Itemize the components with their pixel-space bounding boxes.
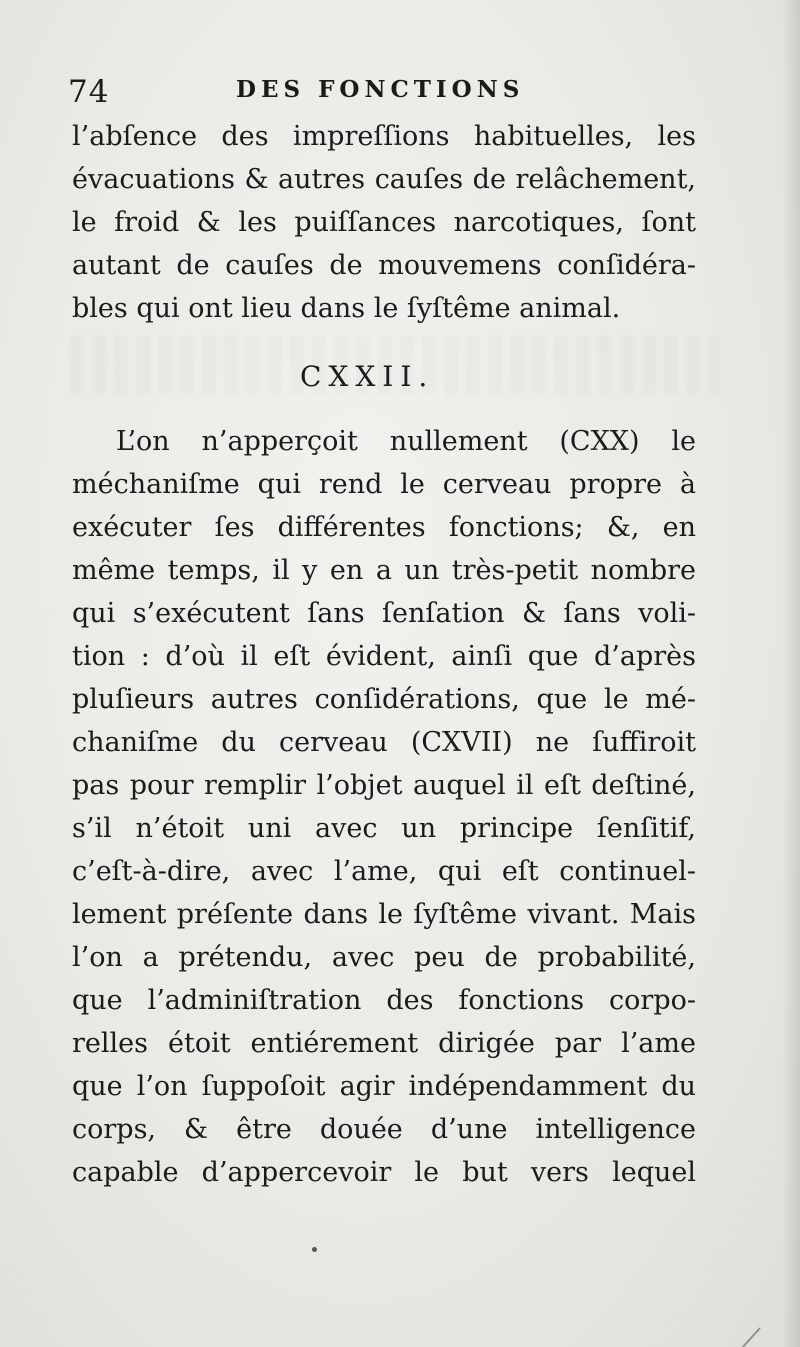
text-line: exécuter ſes différentes fonctions; &, en [72, 512, 696, 543]
text-line: pluſieurs autres conſidérations, que le mé- [72, 684, 696, 715]
section-paragraph [72, 420, 696, 1194]
text-line: même temps, il y en a un très-petit nombre [72, 555, 696, 586]
text-line: le froid & les puiſſances narcotiques, ſont [72, 207, 696, 238]
text-line: s’il n’étoit uni avec un principe ſenſitif, [72, 813, 696, 844]
text-line: évacuations & autres cauſes de relâchement, [72, 164, 696, 195]
text-line: chaniſme du cerveau (CXVII) ne ſuffiroit [72, 727, 696, 758]
text-line: corps, & être douée d’une intelligence [72, 1114, 696, 1145]
continued-paragraph [72, 115, 696, 330]
page-corner-crease [679, 1327, 761, 1347]
text-line: autant de cauſes de mouvemens conſidéra- [72, 250, 696, 281]
running-title: DES FONCTIONS [236, 76, 525, 103]
text-line: bles qui ont lieu dans le ſyſtême animal. [72, 293, 621, 324]
page-header [68, 72, 728, 112]
text-line: tion : d’où il eſt évident, ainſi que d’après [72, 641, 696, 672]
text-line: qui s’exécutent ſans ſenſation & ſans voli- [72, 598, 696, 629]
text-line: capable d’appercevoir le but vers lequel [72, 1157, 696, 1188]
text-line: méchaniſme qui rend le cerveau propre à [72, 469, 696, 500]
page-number: 74 [68, 74, 110, 110]
ink-speck [312, 1247, 317, 1252]
page-edge-shadow [782, 0, 800, 1347]
text-line: lement préſente dans le ſyſtême vivant. Mais [72, 899, 696, 930]
text-line: L’on n’apperçoit nullement (CXX) le [116, 426, 696, 457]
text-line: que l’on ſuppoſoit agir indépendamment du [72, 1071, 696, 1102]
text-line: pas pour remplir l’objet auquel il eſt deſtiné, [72, 770, 696, 801]
text-line: relles étoit entiérement dirigée par l’ame [72, 1028, 696, 1059]
text-line: l’abſence des impreſſions habituelles, les [72, 121, 696, 152]
section-heading: CXXII. [300, 360, 435, 393]
text-line: c’eſt-à-dire, avec l’ame, qui eſt continuel- [72, 856, 696, 887]
text-line: que l’adminiſtration des fonctions corpo- [72, 985, 696, 1016]
text-line: l’on a prétendu, avec peu de probabilité, [72, 942, 696, 973]
